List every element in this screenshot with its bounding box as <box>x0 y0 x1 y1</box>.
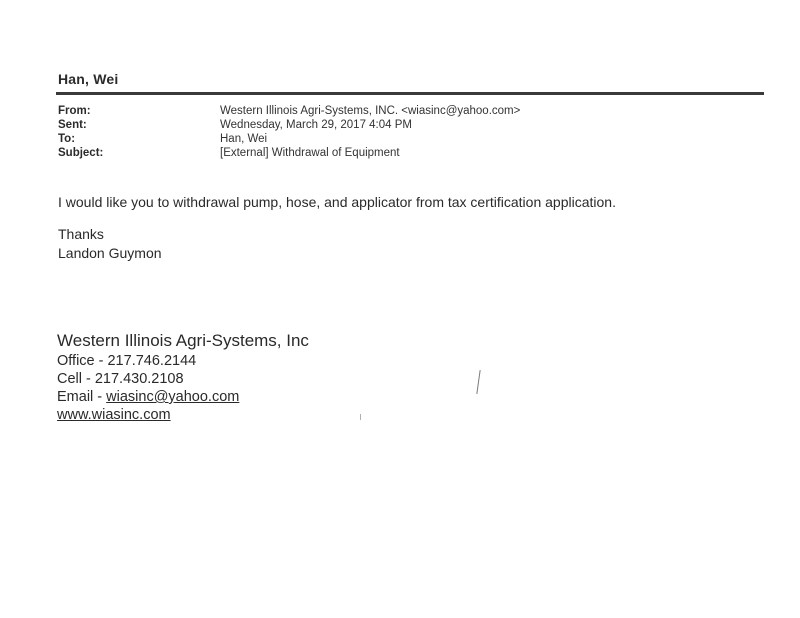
mailbox-owner-name: Han, Wei <box>58 71 119 87</box>
subject-row <box>58 146 520 160</box>
scan-artifact-speck <box>360 414 361 420</box>
signature-cell-phone: Cell - 217.430.2108 <box>57 371 184 387</box>
email-closing <box>58 225 162 263</box>
to-value: Han, Wei <box>220 133 268 145</box>
signature-office-phone: Office - 217.746.2144 <box>57 353 197 369</box>
email-signature <box>57 330 309 424</box>
signature-email-line <box>57 388 309 406</box>
signature-email-link[interactable]: wiasinc@yahoo.com <box>106 389 240 405</box>
email-header-fields <box>58 104 520 160</box>
header-divider <box>56 92 764 95</box>
signature-website-link[interactable]: www.wiasinc.com <box>57 407 171 423</box>
subject-label: Subject: <box>58 147 104 159</box>
email-body-text: I would like you to withdrawal pump, hose, and applicator from tax certification application. <box>58 194 616 210</box>
to-label: To: <box>58 133 76 145</box>
thanks-text: Thanks <box>58 226 104 242</box>
sender-name: Landon Guymon <box>58 245 162 261</box>
sent-label: Sent: <box>58 119 87 131</box>
sent-value: Wednesday, March 29, 2017 4:04 PM <box>220 119 412 131</box>
from-value: Western Illinois Agri-Systems, INC. <wiasinc@yahoo.com> <box>220 105 521 117</box>
to-row <box>58 132 520 146</box>
signature-company: Western Illinois Agri-Systems, Inc <box>57 331 309 350</box>
sent-row <box>58 118 520 132</box>
signature-website-line <box>57 406 309 424</box>
signature-email-prefix: Email - <box>57 389 107 405</box>
scan-artifact-mark <box>476 370 480 394</box>
subject-value: [External] Withdrawal of Equipment <box>220 147 400 159</box>
from-row <box>58 104 520 118</box>
from-label: From: <box>58 105 91 117</box>
